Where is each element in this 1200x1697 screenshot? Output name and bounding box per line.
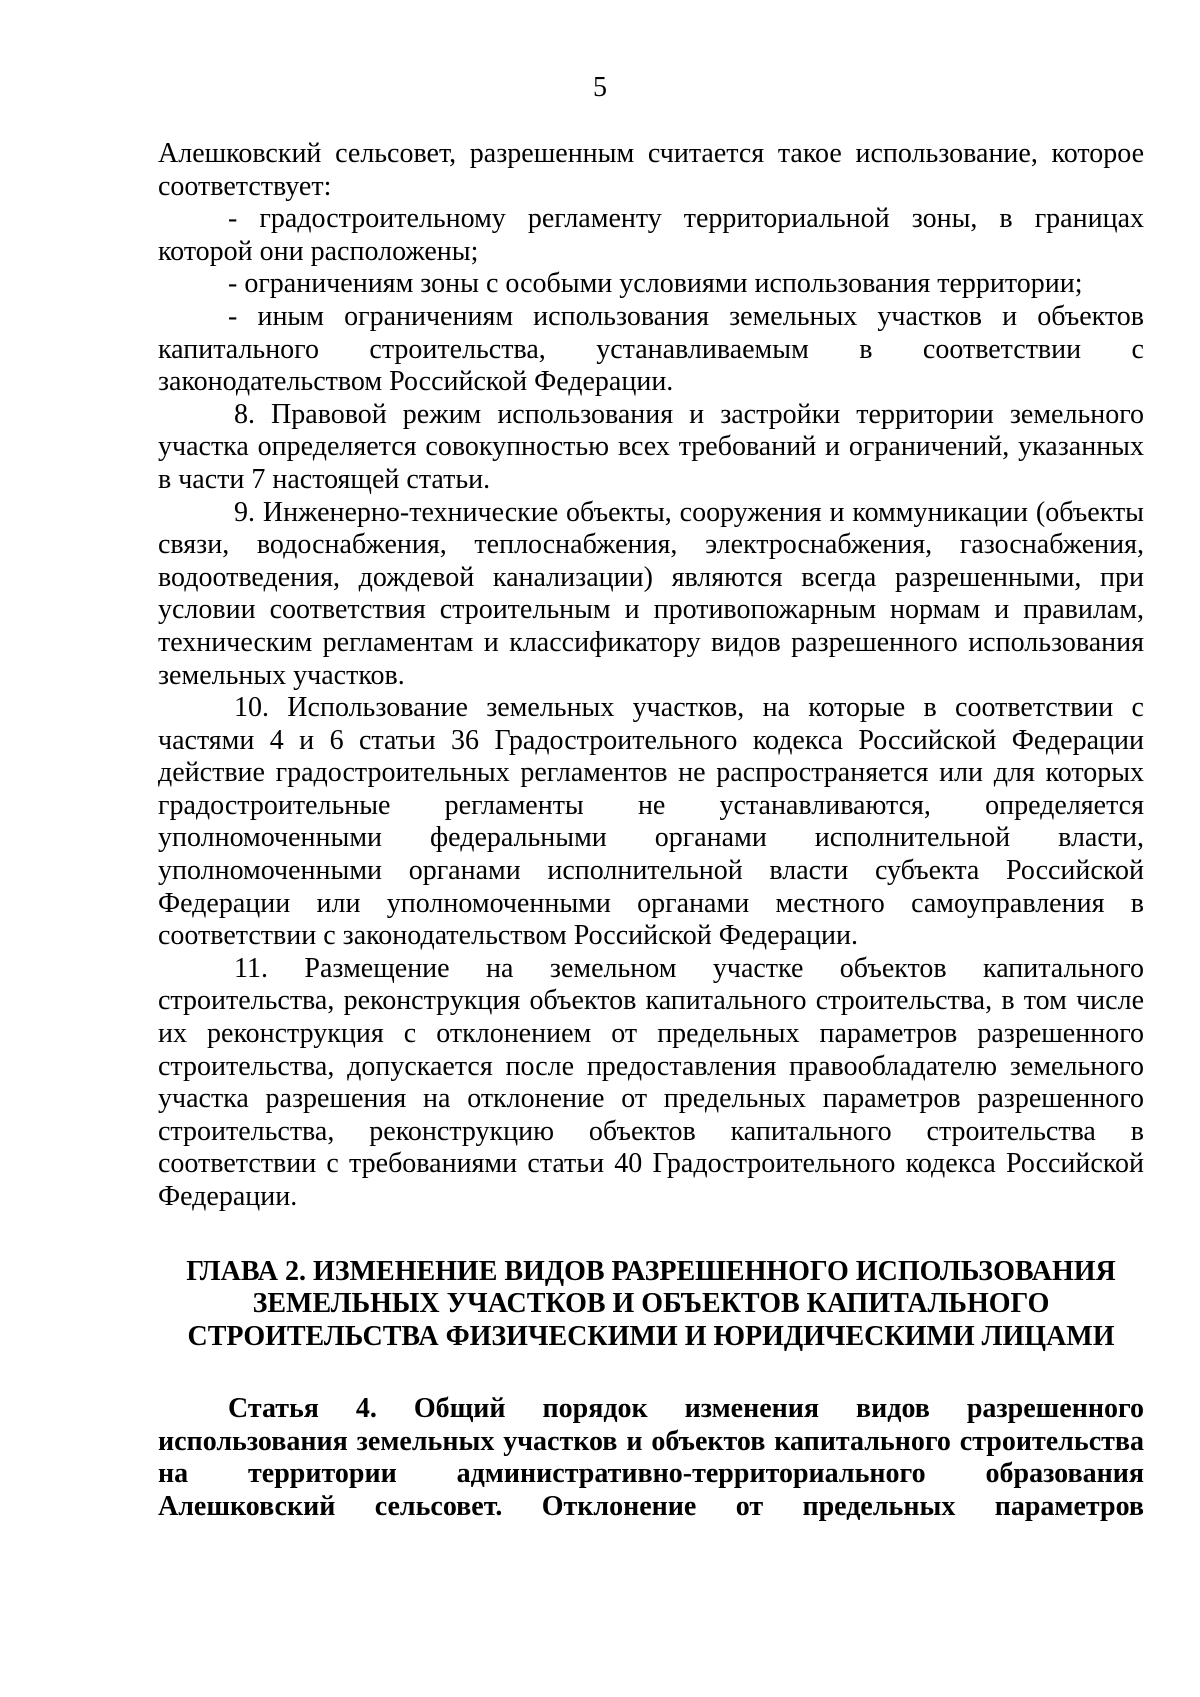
paragraph-8: 8. Правовой режим использования и застройки территории земельного участка определяется совокупностью всех требований и ограничений, указанных в части 7 настоящей статьи.: [158, 398, 1144, 495]
document-body: [158, 138, 1144, 1523]
list-item-other-restrictions: - иным ограничениям использования земельных участков и объектов капитального строительства, устанавливаемым в соответствии с законодательством Российской Федерации.: [158, 300, 1144, 398]
list-item-urban-regulation: - градостроительному регламенту территориальной зоны, в границах которой они расположены;: [158, 203, 1144, 267]
paragraph-9: 9. Инженерно-технические объекты, сооружения и коммуникации (объекты связи, водоснабжения, теплоснабжения, электроснабжения, газоснабжения, водоотведения, дождевой канализации) являются всегда разрешенными, при условии соответствия строительным и противопожарным нормам и правилам, техническим регламентам и классификатору видов разрешенного использования земельных участков.: [158, 496, 1144, 691]
paragraph-continuation: Алешковский сельсовет, разрешенным считается такое использование, которое соответствует:: [158, 138, 1144, 202]
article-heading: Статья 4. Общий порядок изменения видов разрешенного использования земельных участков и объектов капитального строительства на территории административно-территориального образования Алешковский сельсовет. Отклонение от предельных параметров: [158, 1393, 1144, 1522]
paragraph-10: 10. Использование земельных участков, на которые в соответствии с частями 4 и 6 статьи 36 Градостроительного кодекса Российской Федерации действие градостроительных регламентов не распространяется или для которых градостроительные регламенты не устанавливаются, определяется уполномоченными федеральными органами исполнительной власти, уполномоченными органами исполнительной власти субъекта Российской Федерации или уполномоченными органами местного самоуправления в соответствии с законодательством Российской Федерации.: [158, 692, 1144, 952]
chapter-heading: ГЛАВА 2. ИЗМЕНЕНИЕ ВИДОВ РАЗРЕШЕННОГО ИСПОЛЬЗОВАНИЯ ЗЕМЕЛЬНЫХ УЧАСТКОВ И ОБЪЕКТОВ КАПИТАЛЬНОГО СТРОИТЕЛЬСТВА ФИЗИЧЕСКИМИ И ЮРИДИЧЕСКИМИ ЛИЦАМИ: [186, 1255, 1116, 1352]
page-number: 5: [593, 72, 607, 103]
paragraph-11: 11. Размещение на земельном участке объектов капитального строительства, реконструкция объектов капитального строительства, в том числе их реконструкция с отклонением от предельных параметров разрешенного строительства, допускается после предоставления правообладателю земельного участка разрешения на отклонение от предельных параметров разрешенного строительства, реконструкцию объектов капитального строительства в соответствии с требованиями статьи 40 Градостроительного кодекса Российской Федерации.: [158, 952, 1144, 1212]
list-item-zone-restrictions: - ограничениям зоны с особыми условиями использования территории;: [228, 268, 1083, 300]
